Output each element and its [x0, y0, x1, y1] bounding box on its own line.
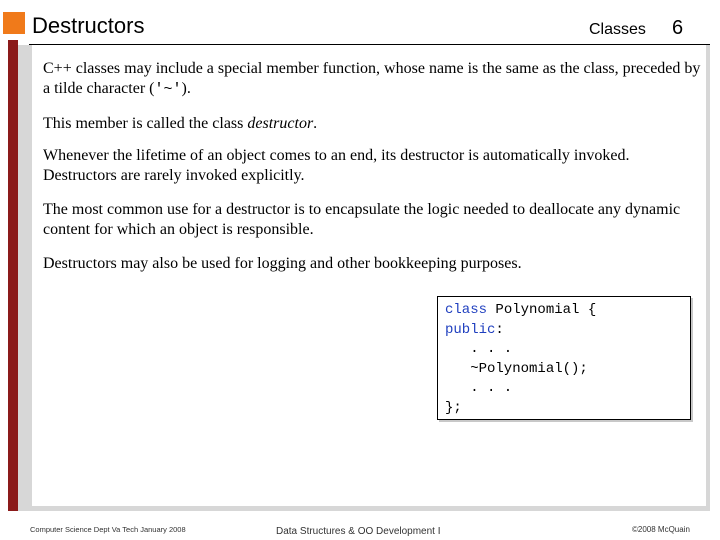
destructor-term: destructor — [247, 115, 314, 132]
code-keyword-public: public — [445, 321, 496, 338]
code-keyword-class: class — [445, 302, 488, 318]
footer-course-title: Data Structures & OO Development I — [276, 526, 441, 537]
title-accent-square — [3, 12, 25, 34]
section-label: Classes — [589, 21, 646, 38]
left-accent-bar — [8, 40, 18, 511]
code-destructor-decl: ~Polynomial(); — [445, 360, 588, 377]
tilde-code: '~' — [154, 81, 182, 98]
code-class-name: Polynomial { — [487, 302, 597, 318]
paragraph-logging: Destructors may also be used for logging and other bookkeeping purposes. — [43, 255, 522, 272]
title-divider — [29, 44, 710, 45]
code-closing-brace: }; — [445, 399, 462, 416]
bottom-shadow — [18, 506, 710, 511]
footer-course-info: Computer Science Dept Va Tech January 2008 — [30, 525, 186, 534]
paragraph-destructor-name: This member is called the class destructor. — [43, 115, 318, 132]
footer-copyright: ©2008 McQuain — [632, 525, 690, 534]
code-ellipsis: . . . — [445, 380, 513, 396]
paragraph-common-use: The most common use for a destructor is to encapsulate the logic needed to deallocate any dynamic content for which an object is responsible. — [43, 201, 681, 238]
left-shadow — [18, 45, 32, 511]
slide-body — [43, 59, 703, 288]
paragraph-tilde: C++ classes may include a special member function, whose name is the same as the class, preceded by a tilde character ('~'). — [43, 60, 701, 98]
code-ellipsis: . . . — [445, 341, 513, 357]
code-example-box: class Polynomial { public: . . . ~Polynomial(); . . . }; — [437, 296, 691, 420]
right-shadow — [706, 45, 710, 511]
paragraph-lifetime: Whenever the lifetime of an object comes to an end, its destructor is automatically invoked. Destructors are rarely invoked explicitly. — [43, 147, 630, 184]
slide-title: Destructors — [32, 13, 145, 38]
page-number: 6 — [672, 17, 684, 39]
